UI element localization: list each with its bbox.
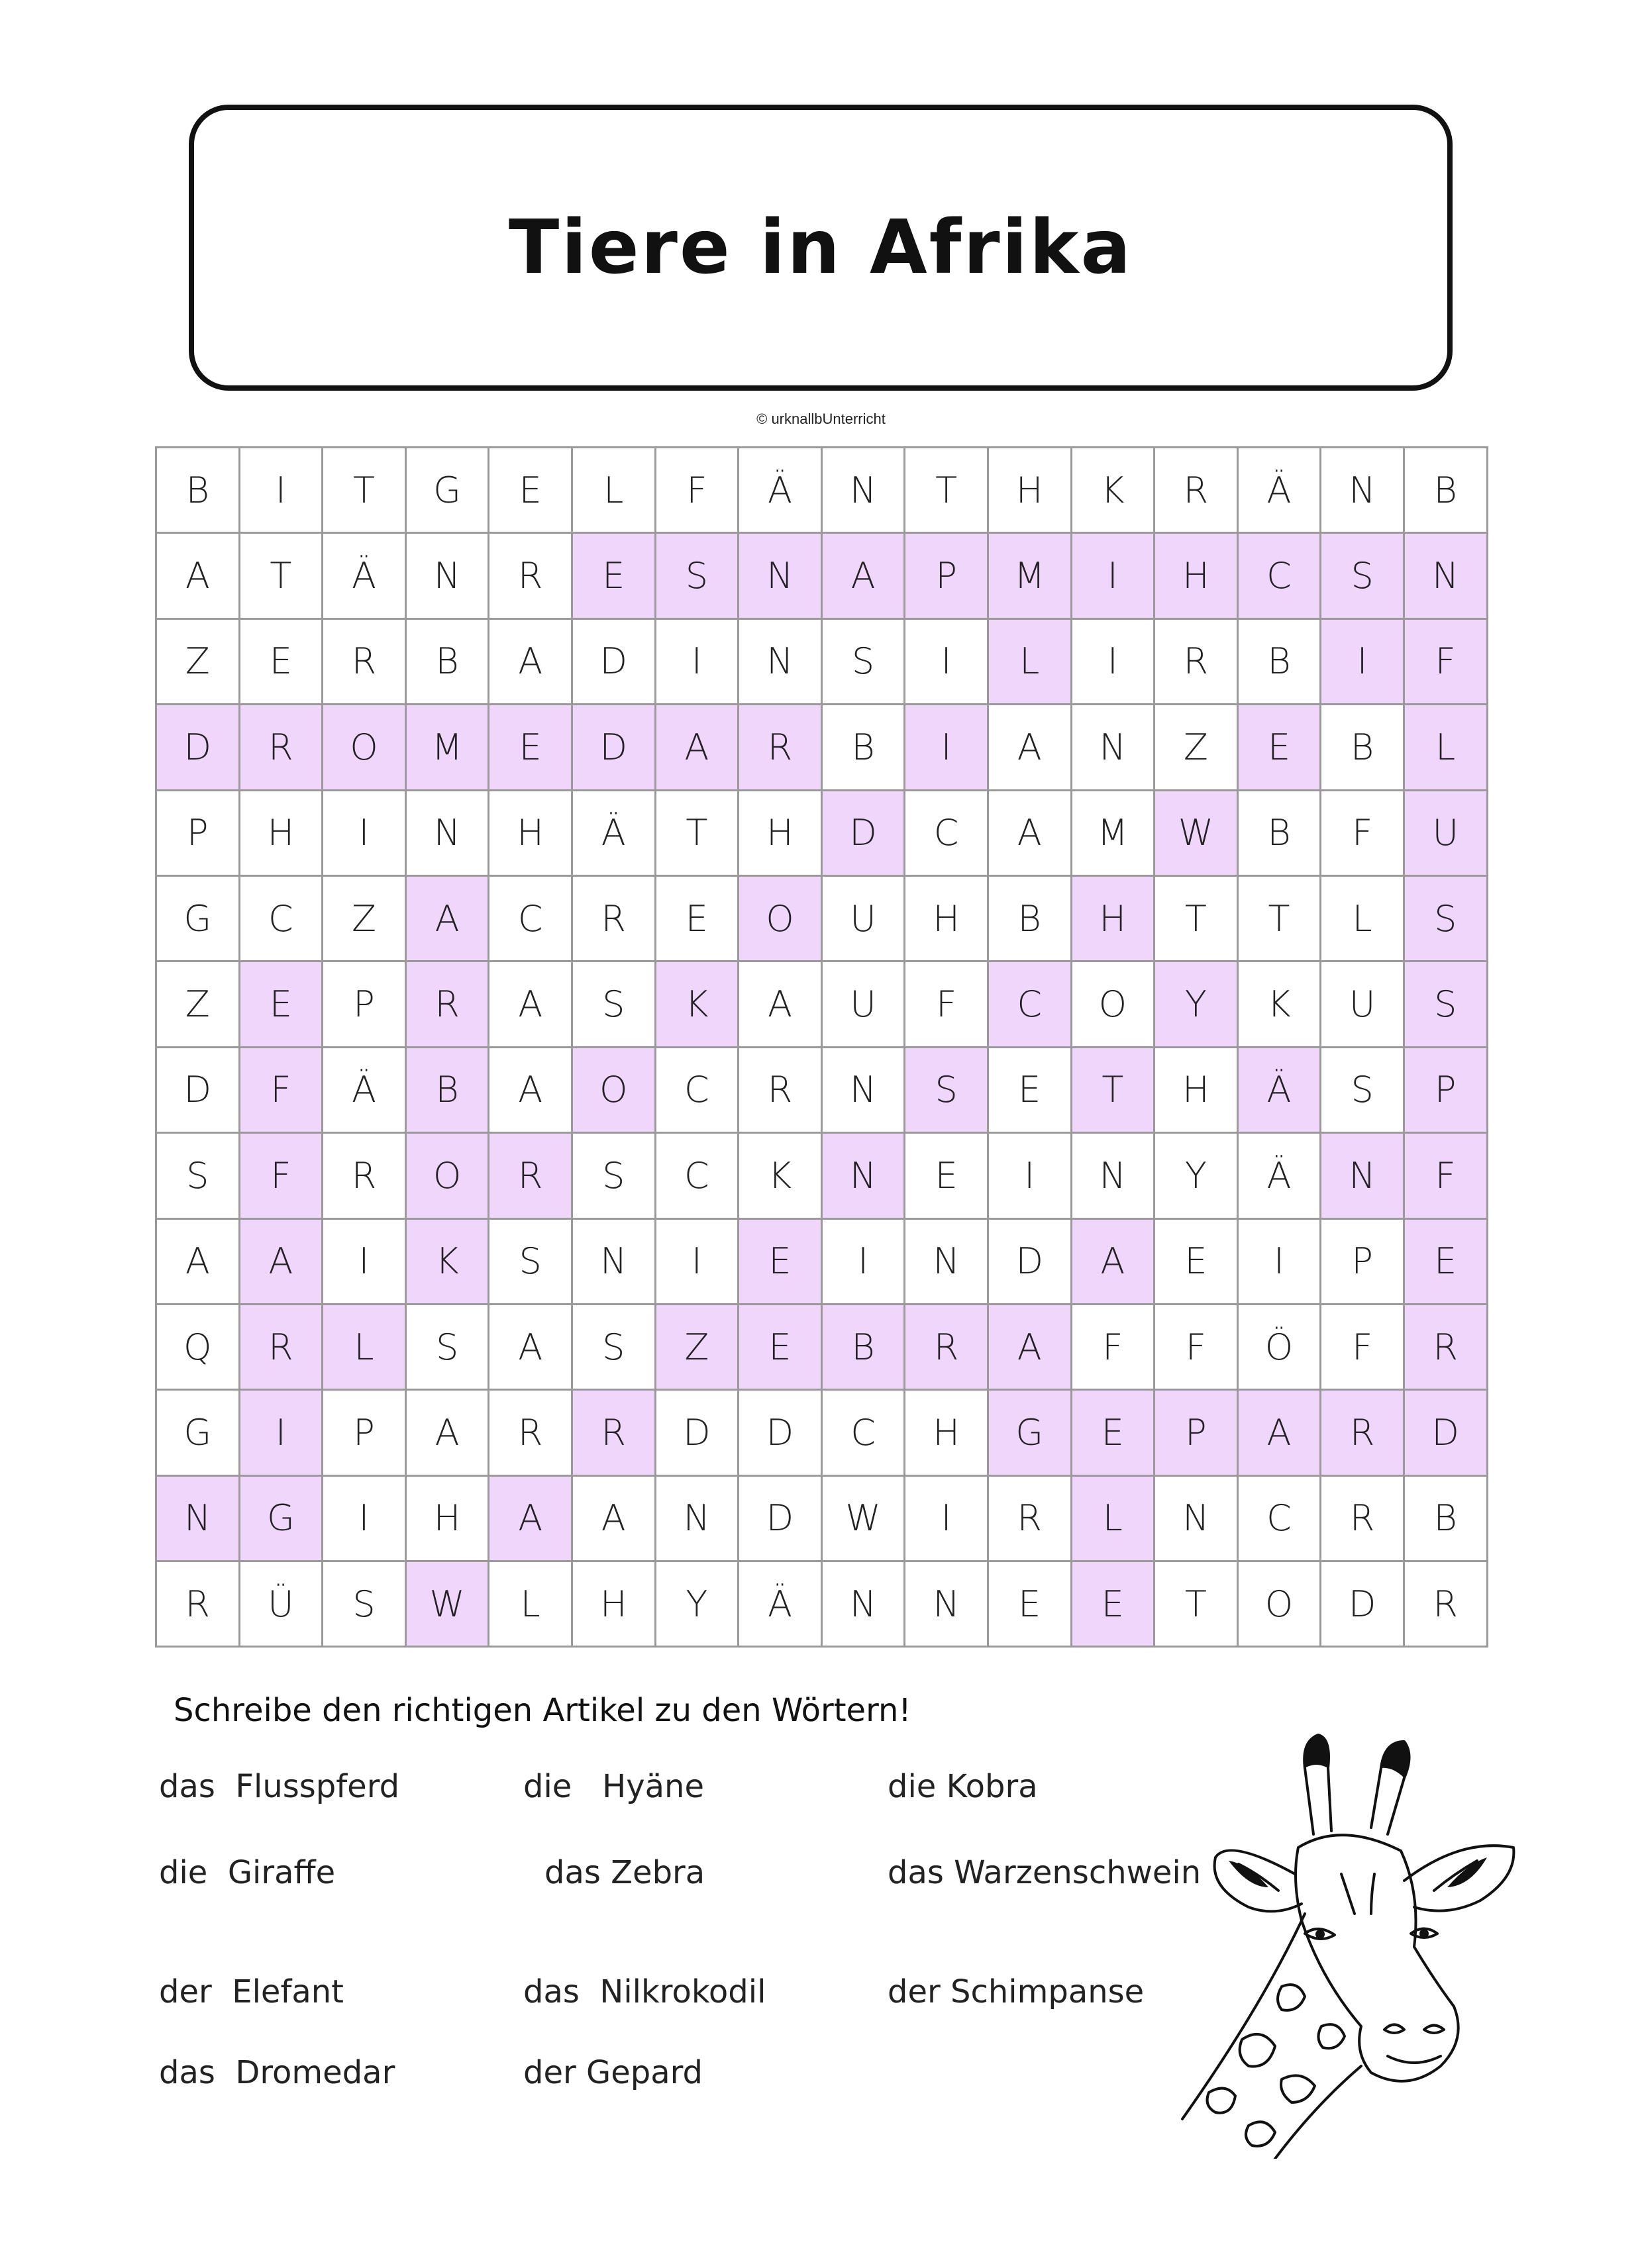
grid-cell: L [323, 1305, 407, 1391]
grid-cell: F [1072, 1305, 1156, 1391]
grid-cell: S [407, 1305, 490, 1391]
grid-cell: G [157, 877, 240, 962]
grid-cell: G [240, 1477, 324, 1562]
grid-cell: H [573, 1562, 656, 1648]
grid-cell: E [1405, 1220, 1488, 1305]
grid-cell: S [656, 534, 740, 619]
grid-cell: Ä [323, 534, 407, 619]
grid-cell: Z [157, 620, 240, 705]
grid-cell: N [407, 791, 490, 877]
grid-cell: N [905, 1220, 989, 1305]
word-item: die Kobra [888, 1768, 1038, 1805]
grid-cell: Z [1155, 705, 1239, 791]
grid-cell: F [1321, 1305, 1405, 1391]
grid-cell: A [407, 877, 490, 962]
grid-cell: F [1321, 791, 1405, 877]
grid-cell: W [1155, 791, 1239, 877]
grid-cell: A [157, 534, 240, 619]
grid-cell: Ä [739, 1562, 823, 1648]
grid-cell: I [656, 1220, 740, 1305]
word-item: das Zebra [544, 1854, 705, 1891]
grid-cell: F [1405, 620, 1488, 705]
grid-cell: I [823, 1220, 906, 1305]
grid-cell: C [1239, 534, 1322, 619]
grid-cell: I [905, 1477, 989, 1562]
grid-cell: A [407, 1391, 490, 1476]
grid-cell: C [905, 791, 989, 877]
grid-cell: S [573, 1305, 656, 1391]
grid-cell: A [157, 1220, 240, 1305]
grid-cell: F [1405, 1134, 1488, 1219]
grid-cell: R [989, 1477, 1072, 1562]
grid-cell: N [823, 448, 906, 534]
grid-cell: D [573, 620, 656, 705]
grid-cell: F [1155, 1305, 1239, 1391]
grid-cell: A [739, 962, 823, 1048]
grid-cell: I [323, 1220, 407, 1305]
grid-cell: Ä [1239, 448, 1322, 534]
grid-cell: B [823, 705, 906, 791]
grid-cell: C [240, 877, 324, 962]
grid-cell: N [573, 1220, 656, 1305]
grid-cell: H [989, 448, 1072, 534]
grid-cell: Z [656, 1305, 740, 1391]
grid-cell: S [489, 1220, 573, 1305]
word-item: das Nilkrokodil [523, 1973, 766, 2010]
grid-cell: E [739, 1305, 823, 1391]
grid-cell: T [1155, 1562, 1239, 1648]
grid-cell: R [240, 1305, 324, 1391]
grid-cell: D [1321, 1562, 1405, 1648]
grid-cell: S [157, 1134, 240, 1219]
grid-cell: R [323, 620, 407, 705]
grid-cell: Ö [1239, 1305, 1322, 1391]
grid-cell: U [1321, 962, 1405, 1048]
grid-cell: N [823, 1562, 906, 1648]
grid-cell: K [1239, 962, 1322, 1048]
grid-cell: E [739, 1220, 823, 1305]
grid-cell: Ä [573, 791, 656, 877]
grid-cell: S [1321, 1048, 1405, 1134]
grid-cell: E [1072, 1391, 1156, 1476]
grid-cell: H [1072, 877, 1156, 962]
grid-cell: A [989, 705, 1072, 791]
grid-cell: R [739, 1048, 823, 1134]
grid-cell: D [157, 705, 240, 791]
grid-cell: N [407, 534, 490, 619]
grid-cell: B [1405, 1477, 1488, 1562]
grid-cell: P [1405, 1048, 1488, 1134]
grid-cell: I [1072, 620, 1156, 705]
grid-cell: R [489, 1134, 573, 1219]
grid-cell: B [1239, 791, 1322, 877]
grid-cell: R [573, 877, 656, 962]
grid-cell: M [989, 534, 1072, 619]
grid-cell: E [240, 962, 324, 1048]
grid-cell: M [407, 705, 490, 791]
grid-cell: L [989, 620, 1072, 705]
grid-cell: C [823, 1391, 906, 1476]
grid-cell: R [1321, 1477, 1405, 1562]
grid-cell: A [989, 1305, 1072, 1391]
grid-cell: F [905, 962, 989, 1048]
grid-cell: A [240, 1220, 324, 1305]
instruction-text: Schreibe den richtigen Artikel zu den Wörtern! [174, 1692, 911, 1729]
grid-cell: E [1155, 1220, 1239, 1305]
grid-cell: I [323, 1477, 407, 1562]
grid-cell: Y [656, 1562, 740, 1648]
grid-cell: L [1321, 877, 1405, 962]
grid-cell: N [823, 1134, 906, 1219]
grid-cell: L [489, 1562, 573, 1648]
grid-cell: B [989, 877, 1072, 962]
grid-cell: Y [1155, 1134, 1239, 1219]
grid-cell: O [323, 705, 407, 791]
grid-cell: A [656, 705, 740, 791]
grid-cell: A [1072, 1220, 1156, 1305]
grid-cell: O [739, 877, 823, 962]
grid-cell: I [905, 705, 989, 791]
grid-cell: H [240, 791, 324, 877]
grid-cell: Y [1155, 962, 1239, 1048]
grid-cell: Ä [323, 1048, 407, 1134]
grid-cell: C [1239, 1477, 1322, 1562]
grid-cell: T [323, 448, 407, 534]
grid-cell: E [905, 1134, 989, 1219]
grid-cell: P [1321, 1220, 1405, 1305]
grid-cell: N [739, 534, 823, 619]
grid-cell: R [157, 1562, 240, 1648]
grid-cell: B [407, 1048, 490, 1134]
grid-cell: N [1405, 534, 1488, 619]
giraffe-head-icon [1143, 1695, 1540, 2159]
grid-cell: A [1239, 1391, 1322, 1476]
grid-cell: O [1239, 1562, 1322, 1648]
grid-cell: I [656, 620, 740, 705]
grid-cell: U [823, 877, 906, 962]
grid-cell: E [489, 705, 573, 791]
grid-cell: A [489, 1477, 573, 1562]
grid-cell: R [1155, 620, 1239, 705]
grid-cell: S [573, 1134, 656, 1219]
grid-cell: C [489, 877, 573, 962]
grid-cell: Z [323, 877, 407, 962]
grid-cell: I [1239, 1220, 1322, 1305]
grid-cell: C [989, 962, 1072, 1048]
grid-cell: E [489, 448, 573, 534]
grid-cell: D [656, 1391, 740, 1476]
grid-cell: P [323, 1391, 407, 1476]
grid-cell: R [1321, 1391, 1405, 1476]
grid-cell: T [1072, 1048, 1156, 1134]
grid-cell: C [656, 1048, 740, 1134]
grid-cell: R [489, 1391, 573, 1476]
title-box [189, 105, 1453, 391]
grid-cell: P [157, 791, 240, 877]
grid-cell: O [407, 1134, 490, 1219]
grid-cell: S [905, 1048, 989, 1134]
grid-cell: N [157, 1477, 240, 1562]
grid-cell: T [1155, 877, 1239, 962]
grid-cell: P [905, 534, 989, 619]
grid-cell: I [1321, 620, 1405, 705]
grid-cell: M [1072, 791, 1156, 877]
grid-cell: W [823, 1477, 906, 1562]
word-item: die Giraffe [159, 1854, 336, 1891]
grid-cell: N [1072, 705, 1156, 791]
grid-cell: R [407, 962, 490, 1048]
word-search-grid [155, 446, 1488, 1648]
grid-cell: D [823, 791, 906, 877]
grid-cell: B [407, 620, 490, 705]
grid-cell: L [1405, 705, 1488, 791]
grid-cell: A [489, 962, 573, 1048]
page-title: Tiere in Afrika [508, 205, 1133, 291]
grid-cell: K [656, 962, 740, 1048]
grid-cell: B [157, 448, 240, 534]
grid-cell: T [240, 534, 324, 619]
grid-cell: D [739, 1477, 823, 1562]
grid-cell: R [573, 1391, 656, 1476]
grid-cell: D [1405, 1391, 1488, 1476]
grid-cell: O [573, 1048, 656, 1134]
grid-cell: F [240, 1048, 324, 1134]
grid-cell: D [989, 1220, 1072, 1305]
word-item: das Warzenschwein [888, 1854, 1202, 1891]
grid-cell: L [1072, 1477, 1156, 1562]
grid-cell: R [240, 705, 324, 791]
grid-cell: D [739, 1391, 823, 1476]
grid-cell: H [1155, 1048, 1239, 1134]
grid-cell: N [739, 620, 823, 705]
grid-cell: A [489, 620, 573, 705]
grid-cell: U [823, 962, 906, 1048]
grid-cell: I [240, 1391, 324, 1476]
grid-cell: N [1321, 448, 1405, 534]
grid-cell: T [656, 791, 740, 877]
grid-cell: I [989, 1134, 1072, 1219]
grid-cell: N [1155, 1477, 1239, 1562]
word-item: das Dromedar [159, 2054, 395, 2091]
grid-cell: N [1072, 1134, 1156, 1219]
grid-cell: H [1155, 534, 1239, 619]
grid-cell: G [407, 448, 490, 534]
grid-cell: W [407, 1562, 490, 1648]
grid-cell: N [823, 1048, 906, 1134]
grid-cell: K [407, 1220, 490, 1305]
grid-cell: S [1405, 877, 1488, 962]
grid-cell: H [489, 791, 573, 877]
grid-cell: G [989, 1391, 1072, 1476]
grid-cell: U [1405, 791, 1488, 877]
grid-cell: C [656, 1134, 740, 1219]
grid-cell: R [1405, 1305, 1488, 1391]
grid-cell: A [489, 1048, 573, 1134]
word-item: der Gepard [523, 2054, 703, 2091]
grid-cell: E [240, 620, 324, 705]
grid-cell: S [823, 620, 906, 705]
word-item: der Schimpanse [888, 1973, 1145, 2010]
grid-cell: A [823, 534, 906, 619]
grid-cell: N [656, 1477, 740, 1562]
grid-cell: Ü [240, 1562, 324, 1648]
copyright-notice: © urknallbUnterricht [756, 411, 886, 427]
grid-cell: E [1072, 1562, 1156, 1648]
grid-cell: F [240, 1134, 324, 1219]
grid-cell: R [489, 534, 573, 619]
grid-cell: I [905, 620, 989, 705]
grid-cell: H [407, 1477, 490, 1562]
grid-cell: S [1405, 962, 1488, 1048]
grid-cell: Ä [739, 448, 823, 534]
grid-cell: B [823, 1305, 906, 1391]
grid-cell: A [989, 791, 1072, 877]
grid-cell: Q [157, 1305, 240, 1391]
grid-cell: B [1239, 620, 1322, 705]
grid-cell: E [573, 534, 656, 619]
grid-cell: B [1405, 448, 1488, 534]
grid-cell: D [573, 705, 656, 791]
word-item: der Elefant [159, 1973, 344, 2010]
grid-cell: E [1239, 705, 1322, 791]
grid-cell: S [323, 1562, 407, 1648]
grid-cell: Z [157, 962, 240, 1048]
grid-cell: E [656, 877, 740, 962]
grid-cell: E [989, 1562, 1072, 1648]
grid-cell: E [989, 1048, 1072, 1134]
grid-cell: R [323, 1134, 407, 1219]
grid-cell: Ä [1239, 1134, 1322, 1219]
grid-cell: H [905, 1391, 989, 1476]
grid-cell: T [905, 448, 989, 534]
grid-cell: S [573, 962, 656, 1048]
grid-cell: Ä [1239, 1048, 1322, 1134]
grid-cell: O [1072, 962, 1156, 1048]
grid-cell: R [739, 705, 823, 791]
grid-cell: K [739, 1134, 823, 1219]
grid-cell: T [1239, 877, 1322, 962]
grid-cell: G [157, 1391, 240, 1476]
grid-cell: S [1321, 534, 1405, 619]
grid-cell: A [489, 1305, 573, 1391]
grid-cell: R [905, 1305, 989, 1391]
grid-cell: I [240, 448, 324, 534]
grid-cell: I [323, 791, 407, 877]
word-item: das Flusspferd [159, 1768, 400, 1805]
grid-cell: R [1155, 448, 1239, 534]
grid-cell: H [905, 877, 989, 962]
grid-cell: L [573, 448, 656, 534]
grid-cell: R [1405, 1562, 1488, 1648]
grid-cell: H [739, 791, 823, 877]
grid-cell: P [323, 962, 407, 1048]
grid-cell: N [1321, 1134, 1405, 1219]
grid-cell: K [1072, 448, 1156, 534]
grid-cell: I [1072, 534, 1156, 619]
word-item: die Hyäne [523, 1768, 704, 1805]
grid-cell: P [1155, 1391, 1239, 1476]
grid-cell: D [157, 1048, 240, 1134]
grid-cell: B [1321, 705, 1405, 791]
grid-cell: F [656, 448, 740, 534]
grid-cell: A [573, 1477, 656, 1562]
grid-cell: N [905, 1562, 989, 1648]
